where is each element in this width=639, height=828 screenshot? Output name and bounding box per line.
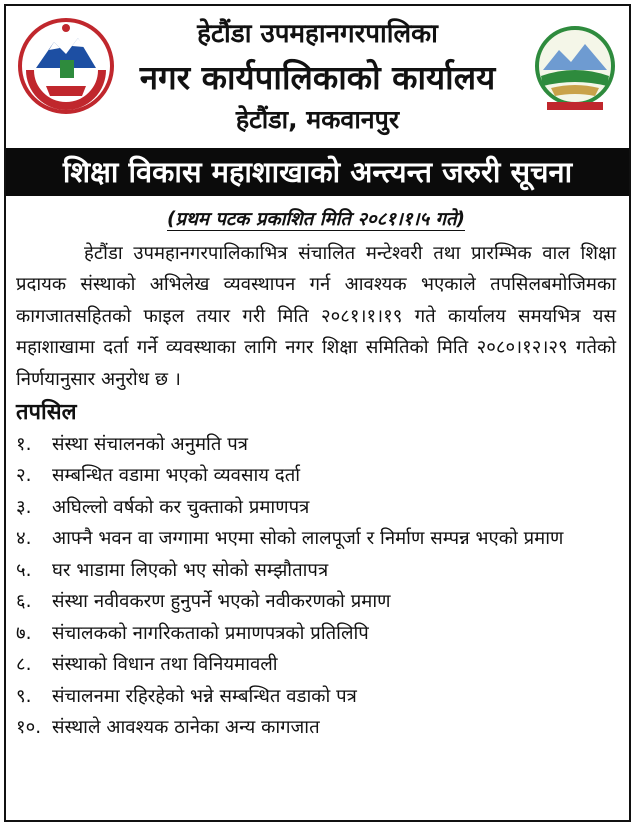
list-item-text: संचालकको नागरिकताको प्रमाणपत्रको प्रतिलिपि (52, 622, 369, 644)
list-item-number: ८. (16, 654, 32, 675)
list-item (16, 586, 616, 618)
letterhead (6, 6, 629, 148)
municipality-name: हेटौंडा उपमहानगरपालिका (197, 19, 438, 49)
list-item-text: घर भाडामा लिएको भए सोको सम्झौतापत्र (52, 559, 329, 581)
list-item-text: आफ्नै भवन वा जग्गामा भएमा सोको लालपूर्जा र निर्माण सम्पन्न भएको प्रमाण (52, 528, 564, 549)
list-item-text: अघिल्लो वर्षको कर चुक्ताको प्रमाणपत्र (52, 496, 310, 518)
list-item-text: संस्थाको विधान तथा विनियमावली (52, 654, 278, 675)
office-name: नगर कार्यपालिकाको कार्यालय (139, 58, 496, 97)
list-item-number: ७. (16, 622, 32, 644)
list-item (16, 555, 616, 587)
notice-body (16, 204, 616, 744)
list-item (16, 492, 616, 524)
list-item-text: संस्था नवीवकरण हुनुपर्ने भएको नवीकरणको प्रमाण (52, 591, 391, 612)
publication-date-text: (प्रथम पटक प्रकाशित मिति २०८१।१।५ गते) (167, 209, 465, 230)
list-item-number: १. (16, 433, 32, 455)
list-item-text: संचालनमा रहिरहेको भन्ने सम्बन्धित वडाको पत्र (52, 685, 357, 707)
list-heading: तपसिल (16, 400, 77, 425)
office-address: हेटौंडा, मकवानपुर (235, 105, 400, 134)
list-item (16, 429, 616, 461)
notice-frame (4, 4, 631, 822)
list-item-number: १०. (16, 717, 42, 738)
list-item (16, 712, 616, 744)
list-item-number: ९. (16, 685, 32, 707)
list-item-number: ६. (16, 591, 32, 612)
publication-date-note (16, 204, 616, 236)
list-item (16, 460, 616, 492)
document-list (16, 429, 616, 744)
list-item-number: ४. (16, 528, 32, 549)
list-item (16, 649, 616, 681)
list-item (16, 618, 616, 650)
notice-paragraph: हेटौंडा उपमहानगरपालिकाभित्र संचालित मन्टेश्वरी तथा प्रारम्भिक वाल शिक्षा प्रदायक संस्थाको अभिलेख व्यवस्थापन गर्न आवश्यक भएकाले तपसिलबमोजिमका कागजातसहितको फाइल तयार गरी मिति २०८१।१।१९ गते कार्यालय समयभित्र यस महाशाखामा दर्ता गर्ने व्यवस्थाका लागि नगर शिक्षा समितिको मिति २०८०।१२।२९ गतेको निर्णयानुसार अनुरोध छ । (16, 242, 616, 390)
list-item (16, 523, 616, 555)
list-item-number: २. (16, 465, 32, 486)
list-item-text: संस्था संचालनको अनुमति पत्र (52, 433, 248, 455)
list-item (16, 681, 616, 713)
list-item-text: संस्थाले आवश्यक ठानेका अन्य कागजात (52, 717, 320, 738)
list-item-number: ३. (16, 496, 32, 518)
list-item-text: सम्बन्धित वडामा भएको व्यवसाय दर्ता (52, 465, 301, 486)
list-item-number: ५. (16, 559, 32, 581)
notice-title-banner: शिक्षा विकास महाशाखाको अन्त्यन्त जरुरी सूचना (6, 148, 629, 196)
